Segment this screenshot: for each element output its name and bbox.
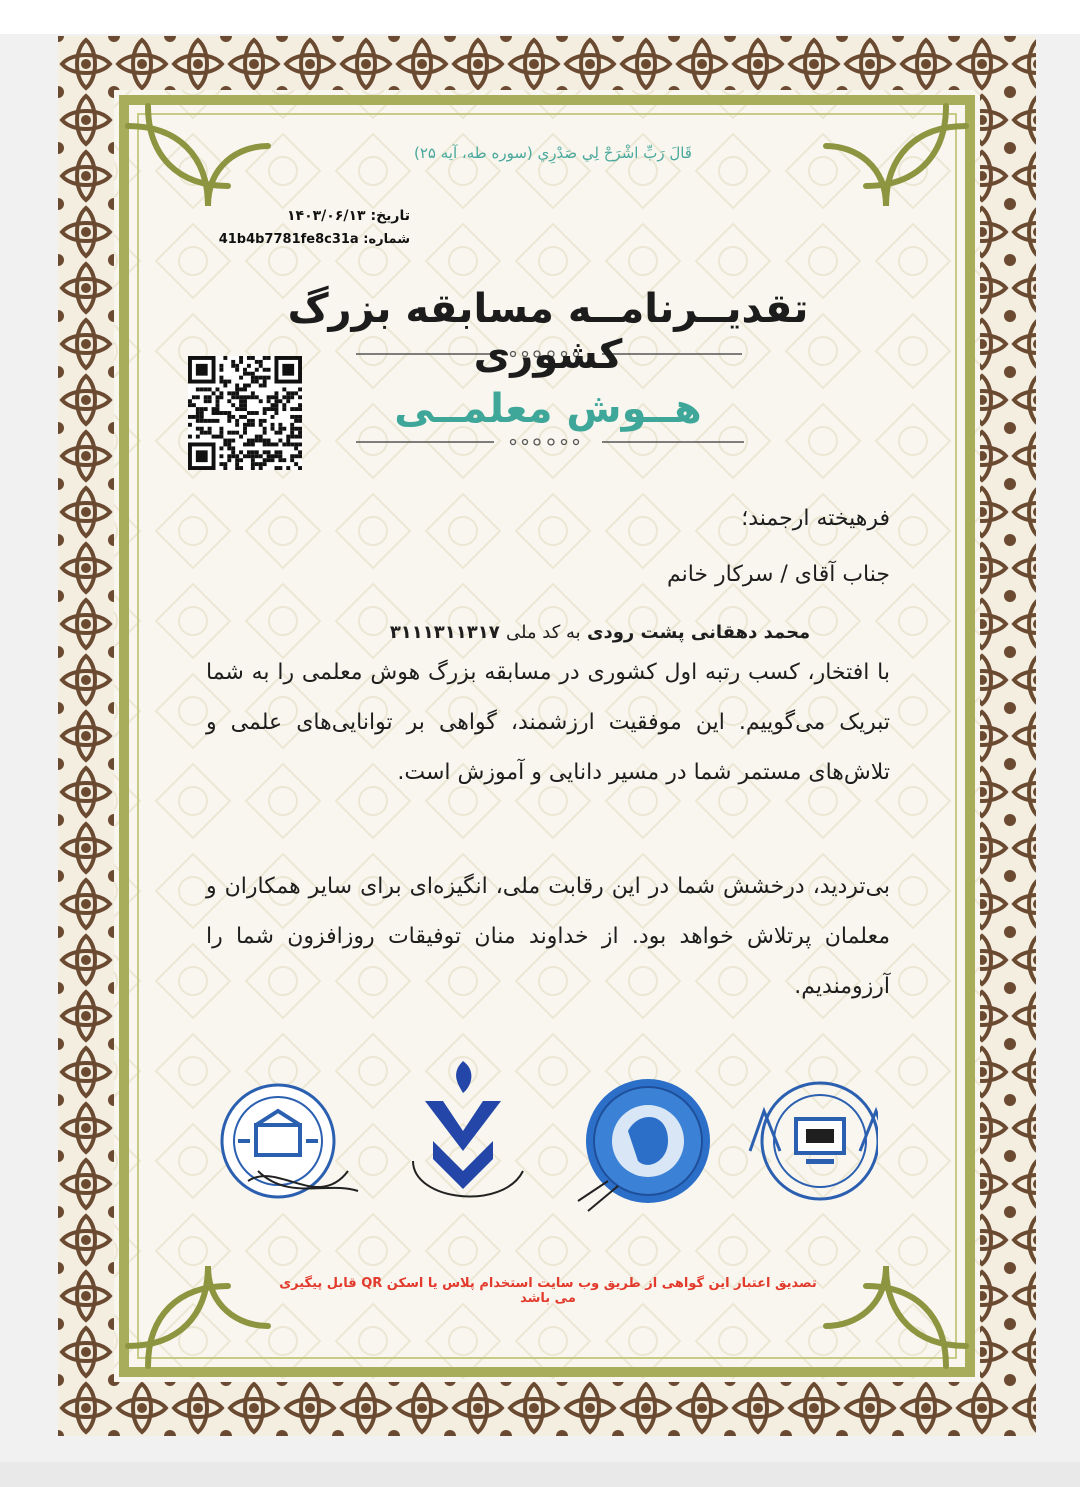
bottom-strip xyxy=(0,1462,1080,1487)
date-label: تاریخ: xyxy=(370,208,410,224)
date-value: ۱۴۰۳/۰۶/۱۳ xyxy=(287,208,366,224)
logos-row xyxy=(218,1051,878,1231)
national-code-label: به کد ملی xyxy=(505,622,581,643)
certificate-title: تقدیــرنامــه مسابقه بزرگ کشوری xyxy=(287,286,809,378)
mr-mrs-line: جناب آقای / سرکار خانم xyxy=(666,562,890,587)
competition-subtitle: هــوش معلمــی xyxy=(394,386,702,432)
educational-sciences-association-logo xyxy=(578,1079,710,1211)
qr-code[interactable] xyxy=(188,356,302,470)
serial-value: 41b4b7781fe8c31a xyxy=(218,232,359,247)
quran-verse: قَالَ رَبِّ اشْرَحْ لِي صَدْرِي (سوره طه، آیه ۲۵) xyxy=(414,144,692,162)
verification-note: تصدیق اعتبار این گواهی از طریق وب سایت استخدام پلاس یا اسکن QR قابل پیگیری می باشد xyxy=(279,1276,817,1306)
wish-paragraph: بی‌تردید، درخشش شما در این رقابت ملی، انگیزه‌ای برای سایر همکاران و معلمان پرتلاش خواهد بود. از خداوند منان توفیقات روزافزون شما را آرزومندیم. xyxy=(206,874,890,999)
serial-line xyxy=(208,232,410,247)
congratulation-paragraph: با افتخار، کسب رتبه اول کشوری در مسابقه بزرگ هوش معلمی را به شما تبریک می‌گوییم. این موفقیت ارزشمند، گواهی بر توانایی‌های علمی و تلاش‌های مستمر شما در مسیر دانایی و آموزش است. xyxy=(206,660,890,785)
salutation: فرهیخته ارجمند؛ xyxy=(741,506,890,531)
top-strip xyxy=(0,0,1080,34)
quran-association-logo xyxy=(413,1061,523,1196)
recipient-name: محمد دهقانی پشت رودی xyxy=(586,622,811,643)
certificate xyxy=(58,36,1036,1436)
serial-label: شماره: xyxy=(363,232,410,247)
date-line xyxy=(208,208,410,224)
student-association-logo xyxy=(750,1083,878,1199)
seal-institute-logo xyxy=(222,1085,358,1197)
national-code: ۳۱۱۱۳۱۱۳۱۷ xyxy=(389,622,500,643)
